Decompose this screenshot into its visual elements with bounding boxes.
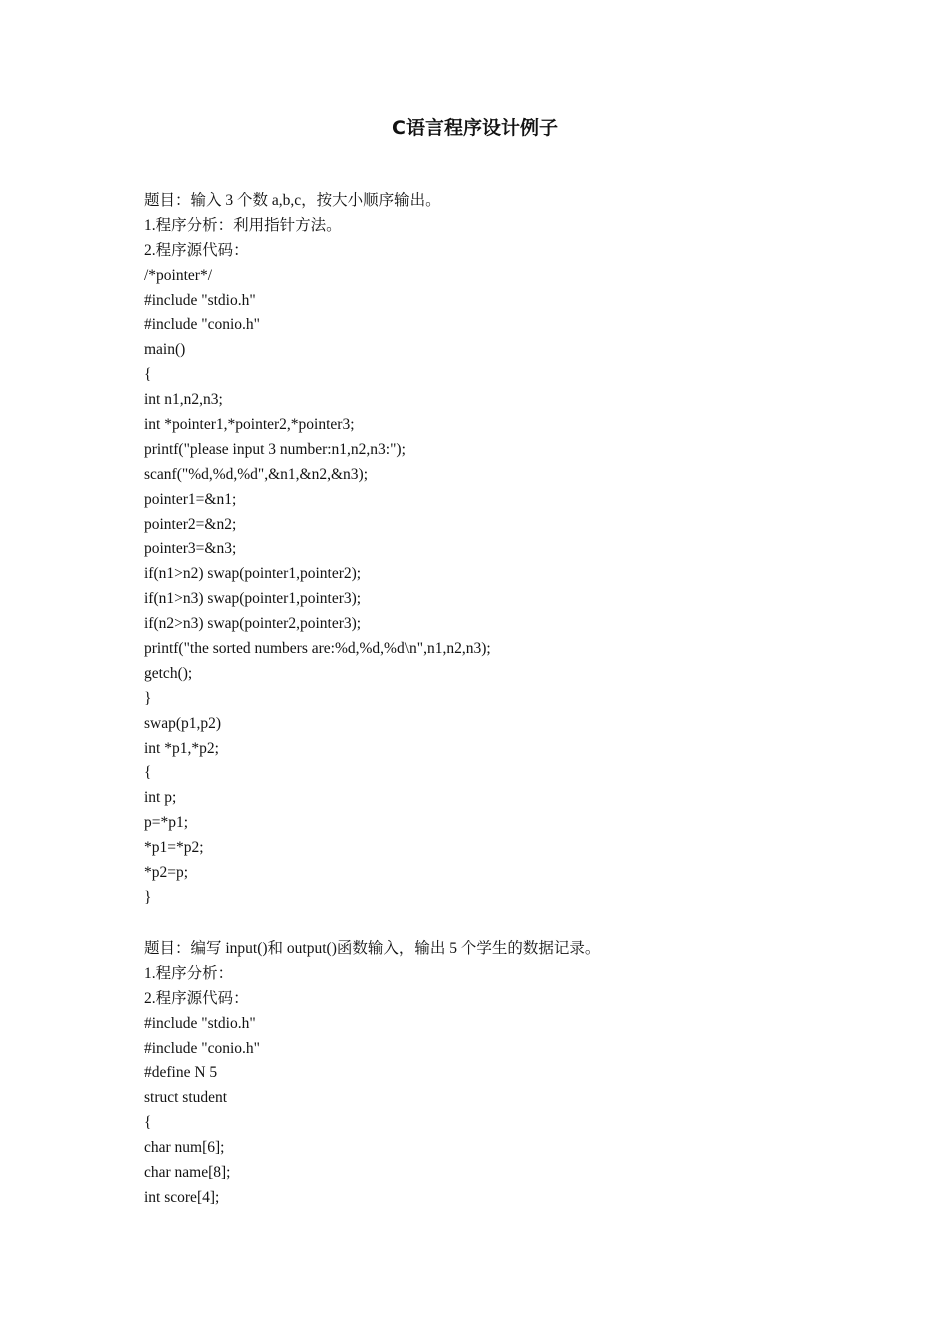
description-line: 题目：输入 3 个数 a,b,c，按大小顺序输出。 — [144, 192, 441, 209]
code-line: char num[6]; — [144, 1139, 225, 1157]
code-line: #include "stdio.h" — [144, 291, 256, 309]
code-line: #include "stdio.h" — [144, 1014, 256, 1032]
code-line: struct student — [144, 1089, 228, 1107]
code-line: int *pointer1,*pointer2,*pointer3; — [144, 416, 355, 434]
code-line: int n1,n2,n3; — [144, 391, 223, 409]
code-line: #define N 5 — [144, 1064, 218, 1082]
code-line: scanf("%d,%d,%d",&n1,&n2,&n3); — [144, 465, 369, 483]
code-line: { — [144, 764, 152, 782]
example-section-pointer-sort — [144, 189, 844, 911]
code-line: pointer1=&n1; — [144, 490, 237, 508]
code-line: pointer2=&n2; — [144, 515, 237, 533]
code-line: *p1=*p2; — [144, 839, 204, 857]
code-line: if(n1>n2) swap(pointer1,pointer2); — [144, 565, 362, 583]
code-line: printf("the sorted numbers are:%d,%d,%d\n",n1,n2,n3); — [144, 640, 491, 658]
example-section-student-records — [144, 937, 844, 1211]
description-line: 1.程序分析： — [144, 964, 234, 982]
code-line: #include "conio.h" — [144, 316, 260, 334]
code-line: #include "conio.h" — [144, 1039, 260, 1057]
code-line: { — [144, 366, 152, 384]
document-title: C语言程序设计例子 — [392, 117, 558, 139]
code-line: /*pointer*/ — [144, 266, 213, 284]
code-line: int p; — [144, 789, 177, 807]
code-line: swap(p1,p2) — [144, 714, 222, 732]
code-line: *p2=p; — [144, 864, 189, 882]
code-line: } — [144, 888, 152, 906]
code-line: int score[4]; — [144, 1188, 220, 1206]
description-line: 2.程序源代码： — [144, 989, 249, 1007]
code-line: if(n2>n3) swap(pointer2,pointer3); — [144, 615, 362, 633]
code-line: printf("please input 3 number:n1,n2,n3:"); — [144, 440, 406, 458]
description-line: 题目：编写 input()和 output()函数输入，输出 5 个学生的数据记录。 — [144, 940, 601, 957]
code-line: int *p1,*p2; — [144, 739, 219, 757]
code-line: } — [144, 689, 152, 707]
code-line: p=*p1; — [144, 814, 189, 832]
description-line: 2.程序源代码： — [144, 241, 249, 259]
description-line: 1.程序分析：利用指针方法。 — [144, 216, 342, 234]
code-line: pointer3=&n3; — [144, 540, 237, 558]
code-line: main() — [144, 341, 186, 359]
code-line: char name[8]; — [144, 1164, 231, 1182]
code-line: { — [144, 1114, 152, 1132]
code-line: getch(); — [144, 664, 193, 682]
code-line: if(n1>n3) swap(pointer1,pointer3); — [144, 590, 362, 608]
